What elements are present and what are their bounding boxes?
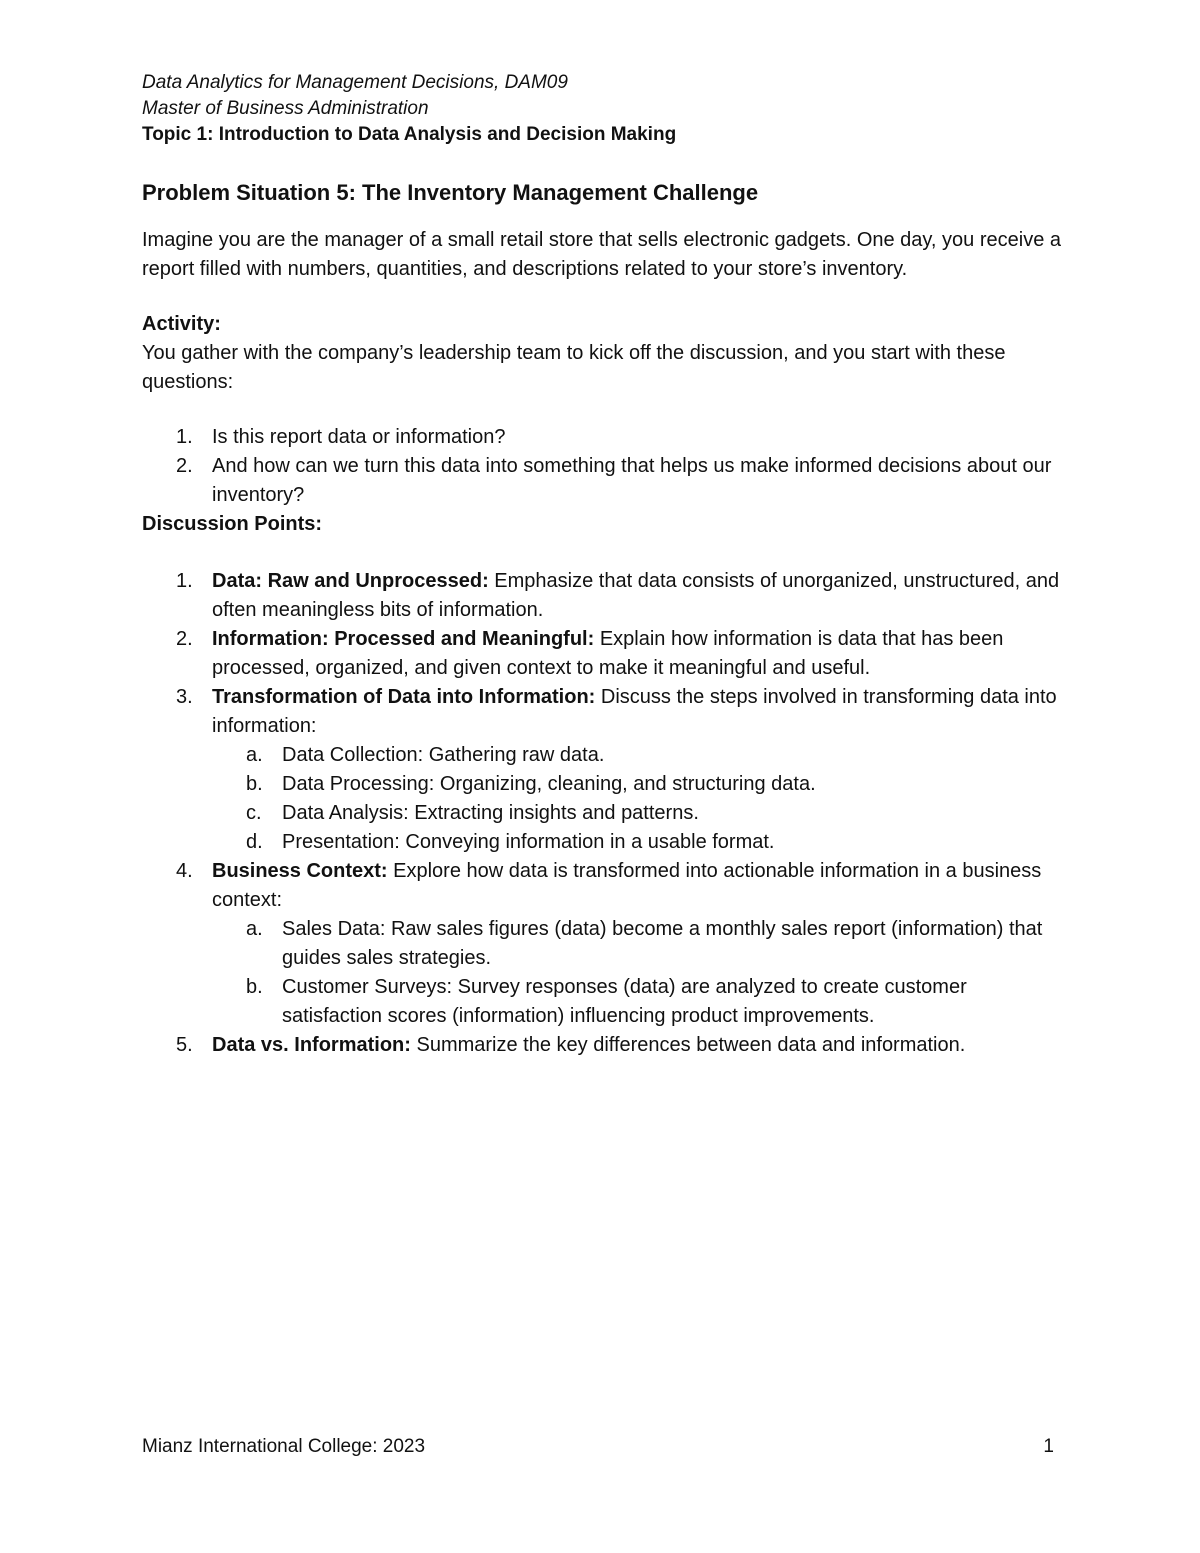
sublist-text: Data Analysis: Extracting insights and patterns. — [282, 802, 699, 824]
intro-paragraph: Imagine you are the manager of a small retail store that sells electronic gadgets. One day, you receive a report filled with numbers, quantities, and descriptions related to your store’s inventory. — [142, 229, 1062, 280]
sublist-letter: b. — [246, 976, 263, 998]
discussion-label: Data vs. Information: — [212, 1034, 411, 1056]
footer-college: Mianz International College: 2023 — [142, 1436, 426, 1457]
sublist-letter: a. — [246, 744, 263, 766]
business-context-sublist — [212, 915, 1062, 1031]
page-content — [142, 70, 1062, 1060]
discussion-number: 4. — [176, 860, 193, 882]
discussion-item — [142, 1031, 1062, 1060]
sublist-text: Customer Surveys: Survey responses (data) are analyzed to create customer satisfaction scores (information) influencing product improvements. — [282, 976, 967, 1027]
discussion-number: 1. — [176, 570, 193, 592]
question-item — [142, 423, 1062, 452]
discussion-item — [142, 857, 1062, 1031]
discussion-label: Transformation of Data into Information: — [212, 686, 596, 708]
sublist-item — [212, 915, 1062, 973]
discussion-label: Data: Raw and Unprocessed: — [212, 570, 489, 592]
sublist-item — [212, 741, 1062, 770]
discussion-heading: Discussion Points: — [142, 513, 323, 535]
question-number: 1. — [176, 426, 193, 448]
discussion-text: Emphasize that data consists of unorganized, unstructured, and often meaningless bits of information. — [212, 570, 1060, 621]
course-name: Data Analytics for Management Decisions, DAM09 — [142, 72, 568, 93]
problem-title: Problem Situation 5: The Inventory Management Challenge — [142, 180, 759, 205]
sublist-letter: a. — [246, 918, 263, 940]
discussion-item — [142, 683, 1062, 857]
discussion-number: 5. — [176, 1034, 193, 1056]
sublist-item — [212, 770, 1062, 799]
discussion-text: Explore how data is transformed into actionable information in a business context: — [212, 860, 1042, 911]
page-number: 1 — [1043, 1436, 1054, 1457]
topic-title: Topic 1: Introduction to Data Analysis and Decision Making — [142, 124, 677, 145]
discussion-list — [142, 567, 1062, 1060]
discussion-label: Information: Processed and Meaningful: — [212, 628, 595, 650]
sublist-letter: d. — [246, 831, 263, 853]
sublist-item — [212, 828, 1062, 857]
discussion-text: Summarize the key differences between data and information. — [410, 1034, 966, 1056]
discussion-item — [142, 625, 1062, 683]
question-text: Is this report data or information? — [212, 426, 506, 448]
program-name: Master of Business Administration — [142, 98, 429, 119]
discussion-number: 2. — [176, 628, 193, 650]
sublist-text: Sales Data: Raw sales figures (data) become a monthly sales report (information) that guides sales strategies. — [282, 918, 1043, 969]
sublist-item — [212, 799, 1062, 828]
discussion-number: 3. — [176, 686, 193, 708]
question-item — [142, 452, 1062, 510]
sublist-text: Data Processing: Organizing, cleaning, and structuring data. — [282, 773, 816, 795]
activity-text: You gather with the company’s leadership team to kick off the discussion, and you start with these questions: — [142, 342, 1006, 393]
question-number: 2. — [176, 455, 193, 477]
discussion-text: Discuss the steps involved in transforming data into information: — [212, 686, 1057, 737]
discussion-label: Business Context: — [212, 860, 388, 882]
sublist-item — [212, 973, 1062, 1031]
activity-heading: Activity: — [142, 313, 221, 335]
steps-sublist — [212, 741, 1062, 857]
sublist-letter: b. — [246, 773, 263, 795]
question-text: And how can we turn this data into something that helps us make informed decisions about our inventory? — [212, 455, 1052, 506]
discussion-item — [142, 567, 1062, 625]
question-list — [142, 423, 1062, 510]
sublist-text: Data Collection: Gathering raw data. — [282, 744, 605, 766]
discussion-text: Explain how information is data that has been processed, organized, and given context to make it meaningful and useful. — [212, 628, 1004, 679]
sublist-letter: c. — [246, 802, 262, 824]
sublist-text: Presentation: Conveying information in a usable format. — [282, 831, 775, 853]
